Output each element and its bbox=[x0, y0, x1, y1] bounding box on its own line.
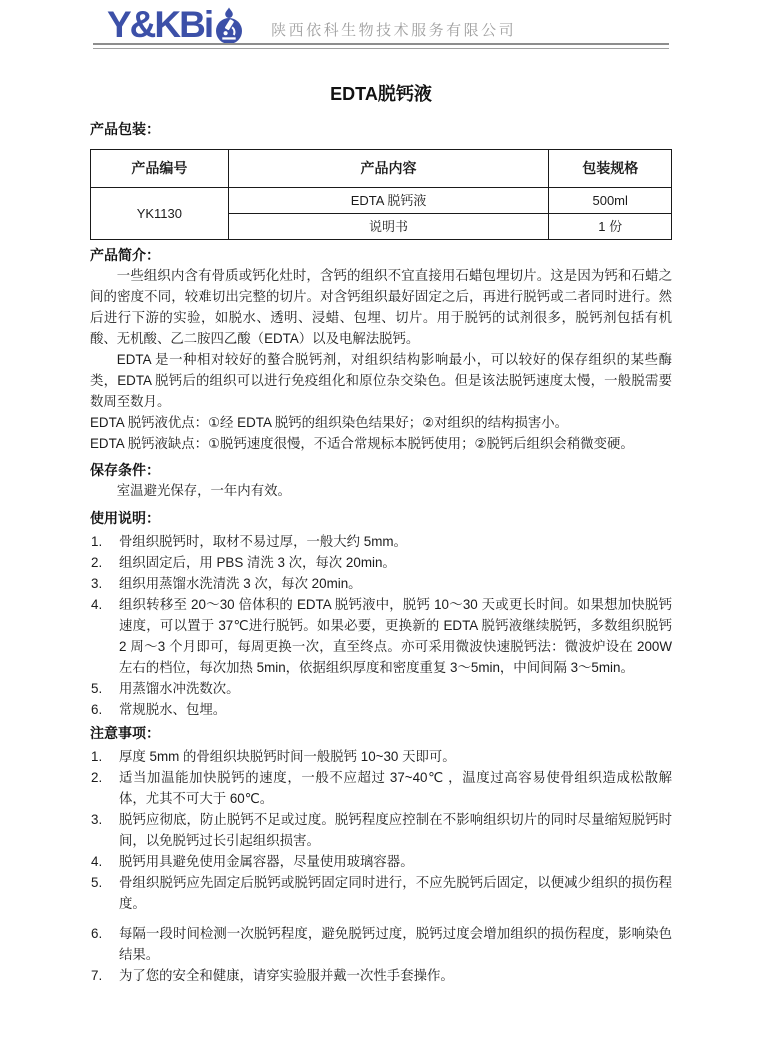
item-number: 4. bbox=[91, 854, 103, 869]
item-text: 为了您的安全和健康，请穿实验服并戴一次性手套操作。 bbox=[119, 968, 454, 983]
company-name: 陕西依科生物技术服务有限公司 bbox=[271, 22, 517, 39]
section-heading-intro: 产品简介： bbox=[90, 247, 160, 263]
item-text: 脱钙应彻底，防止脱钙不足或过度。脱钙程度应控制在不影响组织切片的同时尽量缩短脱钙时间，以免脱钙过长引起组织损害。 bbox=[119, 812, 672, 848]
item-number: 3. bbox=[91, 812, 103, 827]
item-text: 适当加温能加快脱钙的速度，一般不应超过 37~40℃ ，温度过高容易使骨组织造成松散解体，尤其不可大于 60℃。 bbox=[119, 770, 672, 806]
pack-spec-cell: 500ml bbox=[549, 188, 672, 214]
section-heading-packaging: 产品包装： bbox=[90, 121, 160, 137]
usage-item bbox=[90, 573, 672, 594]
item-text: 脱钙用具避免使用金属容器，尽量使用玻璃容器。 bbox=[119, 854, 414, 869]
notice-item bbox=[90, 965, 672, 986]
section-heading-storage: 保存条件： bbox=[90, 462, 160, 478]
usage-item bbox=[90, 552, 672, 573]
intro-pros-line: EDTA 脱钙液优点：①经 EDTA 脱钙的组织染色结果好；②对组织的结构损害小。 bbox=[90, 415, 569, 430]
pack-spec-cell: 1 份 bbox=[549, 214, 672, 240]
col-header-product-content: 产品内容 bbox=[228, 150, 549, 188]
table-row bbox=[91, 188, 672, 214]
intro-paragraph: EDTA 是一种相对较好的螯合脱钙剂，对组织结构影响最小，可以较好的保存组织的某些酶类，EDTA 脱钙后的组织可以进行免疫组化和原位杂交染色。但是该法脱钙速度太慢，一般脱需要数周至数月。 bbox=[90, 352, 672, 409]
logo-text: Y&KBi bbox=[107, 4, 213, 45]
section-heading-notes: 注意事项： bbox=[90, 725, 160, 741]
notice-item bbox=[90, 923, 672, 965]
usage-item bbox=[90, 594, 672, 678]
item-number: 1. bbox=[91, 534, 103, 549]
item-number: 1. bbox=[91, 749, 103, 764]
intro-paragraph: 一些组织内含有骨质或钙化灶时，含钙的组织不宜直接用石蜡包埋切片。这是因为钙和石蜡之间的密度不同，较难切出完整的切片。对含钙组织最好固定之后，再进行脱钙或二者同时进行。然后进行下游的实验，如脱水、透明、浸蜡、包埋、切片。用于脱钙的试剂很多，脱钙剂包括有机酸、无机酸、乙二胺四乙酸（EDTA）以及电解法脱钙。 bbox=[90, 268, 672, 346]
item-text: 常规脱水、包埋。 bbox=[119, 702, 227, 717]
item-number: 6. bbox=[91, 702, 103, 717]
section-heading-usage: 使用说明： bbox=[90, 510, 160, 526]
usage-item bbox=[90, 699, 672, 720]
notice-item bbox=[90, 809, 672, 851]
item-number: 5. bbox=[91, 681, 103, 696]
item-number: 5. bbox=[91, 875, 103, 890]
item-text: 厚度 5mm 的骨组织块脱钙时间一般脱钙 10~30 天即可。 bbox=[119, 749, 456, 764]
usage-item bbox=[90, 531, 672, 552]
item-text: 组织转移至 20～30 倍体积的 EDTA 脱钙液中，脱钙 10～30 天或更长时间。如果想加快脱钙速度，可以置于 37℃进行脱钙。如果必要，更换新的 EDTA 脱钙液继续脱钙，多数组织脱钙 2 周～3 个月即可，每周更换一次，直至终点。亦可采用微波快速脱钙法：微波炉设在 200W 左右的档位，每次加热 5min，依据组织厚度和密度重复 3～5min，中间间隔 3～5min。 bbox=[119, 597, 672, 675]
col-header-product-code: 产品编号 bbox=[91, 150, 229, 188]
page-title: EDTA脱钙液 bbox=[330, 84, 432, 104]
item-number: 3. bbox=[91, 576, 103, 591]
usage-list bbox=[90, 531, 672, 720]
notice-item bbox=[90, 851, 672, 872]
usage-item bbox=[90, 678, 672, 699]
item-text: 用蒸馏水冲洗数次。 bbox=[119, 681, 240, 696]
item-number: 4. bbox=[91, 597, 103, 612]
product-content-cell: 说明书 bbox=[228, 214, 549, 240]
item-number: 2. bbox=[91, 555, 103, 570]
notice-item bbox=[90, 767, 672, 809]
notice-item bbox=[90, 872, 672, 914]
col-header-pack-spec: 包装规格 bbox=[549, 150, 672, 188]
table-header-row bbox=[91, 150, 672, 188]
document-content bbox=[90, 0, 672, 986]
product-content-cell: EDTA 脱钙液 bbox=[228, 188, 549, 214]
item-text: 组织固定后，用 PBS 清洗 3 次，每次 20min。 bbox=[119, 555, 396, 570]
item-number: 6. bbox=[91, 926, 103, 941]
intro-cons-line: EDTA 脱钙液缺点：①脱钙速度很慢，不适合常规标本脱钙使用；②脱钙后组织会稍微变硬。 bbox=[90, 436, 634, 451]
product-code-cell: YK1130 bbox=[91, 188, 229, 240]
item-number: 7. bbox=[91, 968, 103, 983]
notice-item bbox=[90, 746, 672, 767]
item-text: 骨组织脱钙时，取材不易过厚，一般大约 5mm。 bbox=[119, 534, 407, 549]
item-text: 骨组织脱钙应先固定后脱钙或脱钙固定同时进行，不应先脱钙后固定，以便减少组织的损伤程度。 bbox=[119, 875, 672, 911]
item-text: 每隔一段时间检测一次脱钙程度，避免脱钙过度，脱钙过度会增加组织的损伤程度，影响染色结果。 bbox=[119, 926, 672, 962]
packaging-table bbox=[90, 149, 672, 240]
item-number: 2. bbox=[91, 770, 103, 785]
storage-text: 室温避光保存，一年内有效。 bbox=[116, 483, 291, 498]
notes-list bbox=[90, 746, 672, 986]
item-text: 组织用蒸馏水洗清洗 3 次，每次 20min。 bbox=[119, 576, 362, 591]
